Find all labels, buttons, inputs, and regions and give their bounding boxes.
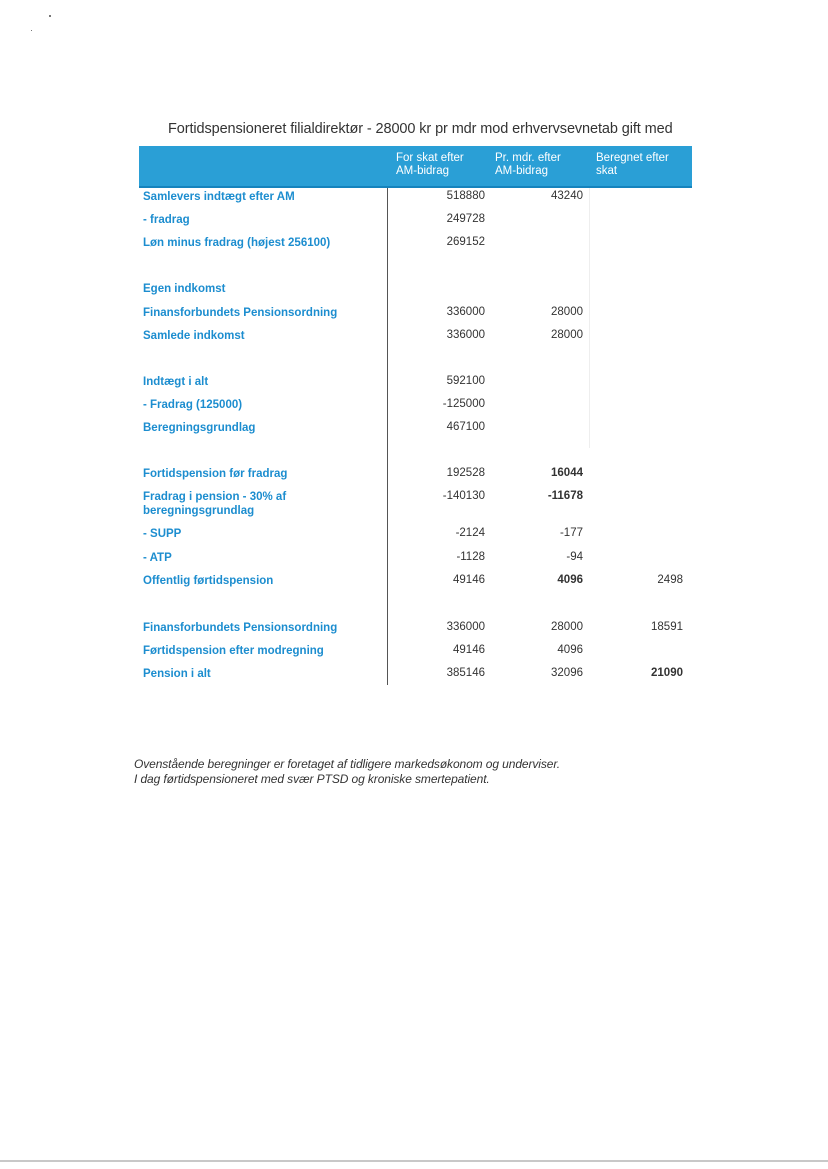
scan-speck: [31, 30, 32, 31]
column-divider: [387, 188, 388, 685]
header-col2: Pr. mdr. efter AM-bidrag: [495, 152, 561, 177]
header-col3: Beregnet efter skat: [596, 152, 669, 177]
page-bottom-rule: [0, 1160, 828, 1162]
footnote: [134, 757, 560, 787]
header-col1: For skat efter AM-bidrag: [396, 152, 464, 177]
footnote-line: I dag førtidspensioneret med svær PTSD og kroniske smertepatient.: [134, 772, 490, 786]
column-divider-faint: [589, 188, 590, 448]
page-title: Fortidspensioneret filialdirektør - 28000 kr pr mdr mod erhvervsevnetab gift med: [168, 121, 673, 137]
scan-speck: [49, 15, 51, 17]
footnote-line: Ovenstående beregninger er foretaget af tidligere markedsøkonom og underviser.: [134, 757, 560, 771]
